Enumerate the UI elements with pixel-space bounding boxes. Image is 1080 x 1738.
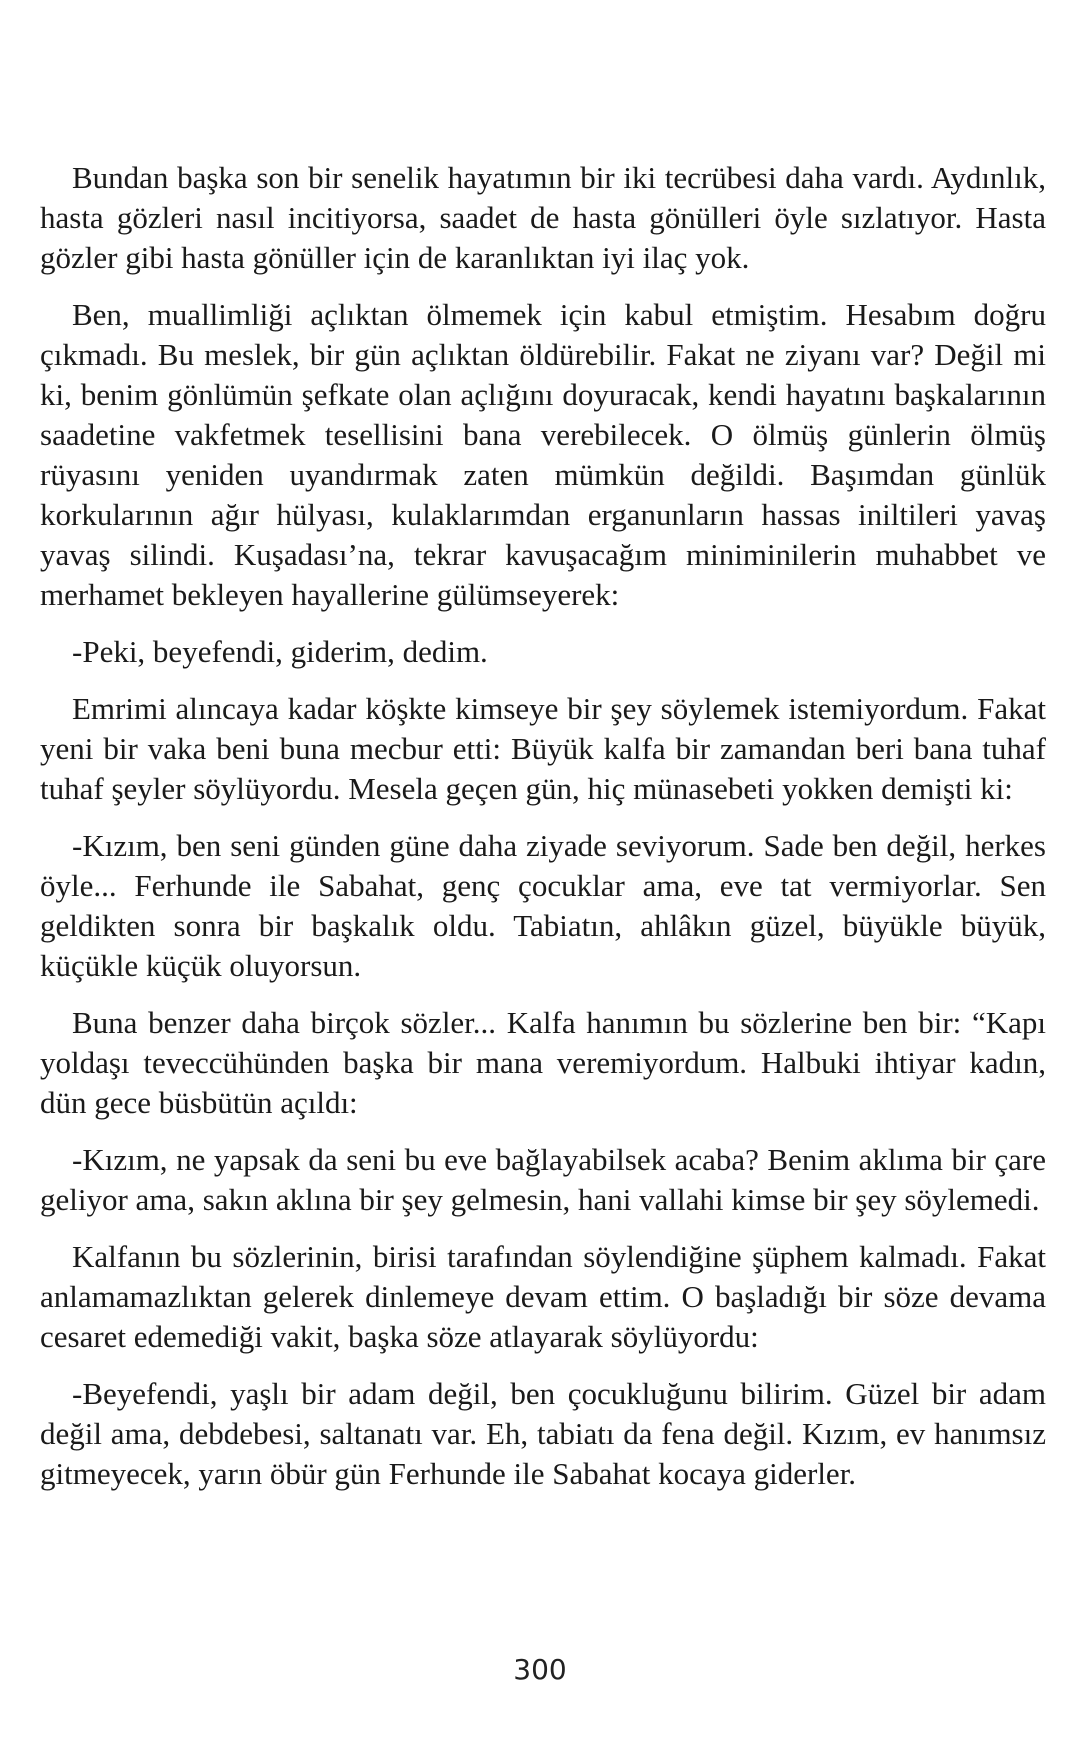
paragraph-5: -Kızım, ben seni günden güne daha ziyade seviyorum. Sade ben değil, herkes öyle... Ferhunde ile Sabahat, genç çocuklar ama, eve tat vermiyorlar. Sen geldikten sonra bir başkalık oldu. Tabiatın, ahlâkın güzel, büyükle büyük, küçükle küçük oluyorsun. — [40, 828, 1046, 983]
page-number: 300 — [513, 1653, 567, 1686]
paragraph-2: Ben, muallimliği açlıktan ölmemek için kabul etmiştim. Hesabım doğru çıkmadı. Bu meslek, bir gün açlıktan öldürebilir. Fakat ne ziyanı var? Değil mi ki, benim gönlümün şefkate olan açlığını doyuracak, kendi hayatını başkalarının saadetine vakfetmek tesellisini bana verebilecek. O ölmüş günlerin ölmüş rüyasını yeniden uyandırmak zaten mümkün değildi. Başımdan günlük korkularının ağır hülyası, kulaklarımdan erganunların hassas iniltileri yavaş yavaş silindi. Kuşadası’na, tekrar kavuşacağım miniminilerin muhabbet ve merhamet bekleyen hayallerine gülümseyerek: — [40, 297, 1046, 612]
page-text — [40, 158, 1046, 1511]
paragraph-8: Kalfanın bu sözlerinin, birisi tarafından söylendiğine şüphem kalmadı. Fakat anlamamazlıktan gelerek dinlemeye devam ettim. O başladığı bir söze devama cesaret edemediği vakit, başka söze atlayarak söylüyordu: — [40, 1239, 1046, 1354]
paragraph-9: -Beyefendi, yaşlı bir adam değil, ben çocukluğunu bilirim. Güzel bir adam değil ama, debdebesi, saltanatı var. Eh, tabiatı da fena değil. Kızım, ev hanımsız gitmeyecek, yarın öbür gün Ferhunde ile Sabahat kocaya giderler. — [40, 1376, 1046, 1491]
paragraph-6: Buna benzer daha birçok sözler... Kalfa hanımın bu sözlerine ben bir: “Kapı yoldaşı teveccühünden başka bir mana veremiyordum. Halbuki ihtiyar kadın, dün gece büsbütün açıldı: — [40, 1005, 1046, 1120]
paragraph-4: Emrimi alıncaya kadar köşkte kimseye bir şey söylemek istemiyordum. Fakat yeni bir vaka beni buna mecbur etti: Büyük kalfa bir zamandan beri bana tuhaf tuhaf şeyler söylüyordu. Mesela geçen gün, hiç münasebeti yokken demişti ki: — [40, 691, 1046, 806]
paragraph-7: -Kızım, ne yapsak da seni bu eve bağlayabilsek acaba? Benim aklıma bir çare geliyor ama, sakın aklına bir şey gelmesin, hani vallahi kimse bir şey söylemedi. — [40, 1142, 1046, 1217]
paragraph-1: Bundan başka son bir senelik hayatımın bir iki tecrübesi daha vardı. Aydınlık, hasta gözleri nasıl incitiyorsa, saadet de hasta gönülleri öyle sızlatıyor. Hasta gözler gibi hasta gönüller için de karanlıktan iyi ilaç yok. — [40, 160, 1046, 275]
paragraph-3: -Peki, beyefendi, giderim, dedim. — [72, 634, 488, 669]
